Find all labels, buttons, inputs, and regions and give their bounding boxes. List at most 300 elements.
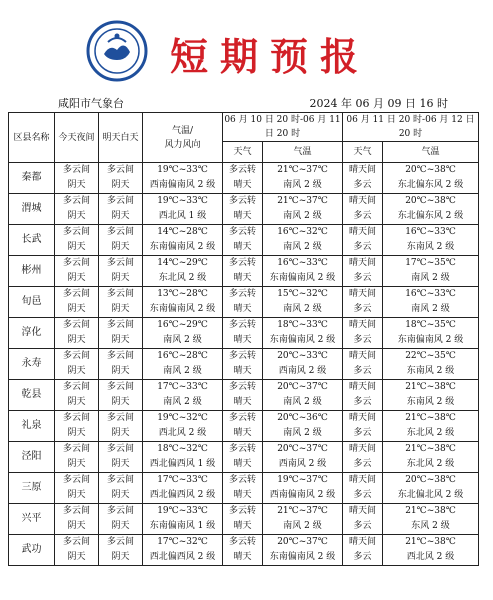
- day2-weather: [223, 225, 263, 256]
- day3-weather-line2: 多云: [353, 366, 372, 376]
- day3-weather-line2: 多云: [353, 304, 372, 314]
- day3-temp-line2: 南风 2 级: [411, 304, 450, 314]
- day3-weather-line2: 多云: [353, 335, 372, 345]
- day3-weather: [343, 380, 383, 411]
- day3-weather-line1: 晴天间: [348, 165, 376, 175]
- day3-temp-line2: 东南风 2 级: [406, 242, 455, 252]
- day2-weather-line1: 多云转: [228, 227, 256, 237]
- day3-temp: [383, 411, 479, 442]
- day3-weather: [343, 163, 383, 194]
- day2-temp-line2: 西南偏南风 2 级: [269, 490, 336, 500]
- sub-weather: 天气: [223, 142, 263, 163]
- day2-weather-line1: 多云转: [228, 475, 256, 485]
- temp-wind-line2: 南风 2 级: [163, 397, 202, 407]
- day3-weather-line1: 晴天间: [348, 320, 376, 330]
- temp-wind-line2: 西北风 1 级: [158, 211, 207, 221]
- day3-temp-line2: 西北风 2 级: [406, 552, 455, 562]
- county-name: 渭城: [9, 194, 55, 225]
- tonight-weather: [55, 504, 99, 535]
- temp-wind-line2: 东南偏南风 2 级: [149, 242, 216, 252]
- day3-weather-line2: 多云: [353, 273, 372, 283]
- day3-temp-line1: 16℃~33℃: [405, 289, 456, 299]
- meteorological-seal-logo: [86, 20, 148, 82]
- tonight-weather: [55, 287, 99, 318]
- temp-wind: [143, 442, 223, 473]
- day2-temp: [263, 194, 343, 225]
- tonight-weather: [55, 163, 99, 194]
- day2-temp-line2: 南风 2 级: [283, 211, 322, 221]
- day2-weather-line1: 多云转: [228, 382, 256, 392]
- temp-wind-line2: 西南偏南风 2 级: [149, 180, 216, 190]
- day3-temp: [383, 194, 479, 225]
- col-tonight: 今天夜间: [55, 113, 99, 163]
- tonight-weather-line2: 阴天: [67, 459, 86, 469]
- day3-weather-line2: 多云: [353, 180, 372, 190]
- day2-temp-line2: 东南偏南风 2 级: [269, 552, 336, 562]
- temp-wind-line1: 19℃~33℃: [157, 196, 208, 206]
- day2-temp: [263, 318, 343, 349]
- day2-weather-line2: 晴天: [233, 459, 252, 469]
- day2-temp-line1: 21℃~37℃: [277, 165, 328, 175]
- tomorrow-weather: [99, 163, 143, 194]
- day2-weather-line1: 多云转: [228, 537, 256, 547]
- temp-wind: [143, 287, 223, 318]
- tomorrow-weather-line1: 多云间: [106, 227, 134, 237]
- temp-wind-line1: 14℃~29℃: [157, 258, 208, 268]
- temp-wind-line1: 17℃~33℃: [157, 382, 208, 392]
- day2-weather-line1: 多云转: [228, 196, 256, 206]
- tomorrow-weather: [99, 411, 143, 442]
- tomorrow-weather: [99, 349, 143, 380]
- day2-temp-line1: 19℃~37℃: [277, 475, 328, 485]
- table-row: [9, 163, 479, 194]
- tonight-weather-line2: 阴天: [67, 428, 86, 438]
- tonight-weather-line1: 多云间: [62, 537, 90, 547]
- day2-weather-line1: 多云转: [228, 258, 256, 268]
- day3-weather: [343, 349, 383, 380]
- table-row: [9, 349, 479, 380]
- day2-temp-line1: 20℃~37℃: [277, 537, 328, 547]
- tonight-weather: [55, 380, 99, 411]
- temp-wind: [143, 194, 223, 225]
- day2-weather-line2: 晴天: [233, 242, 252, 252]
- day3-weather: [343, 442, 383, 473]
- temp-wind-line2: 南风 2 级: [163, 366, 202, 376]
- day3-weather-line2: 多云: [353, 459, 372, 469]
- county-name: 旬邑: [9, 287, 55, 318]
- temp-wind-line1: 17℃~33℃: [157, 475, 208, 485]
- tonight-weather-line1: 多云间: [62, 351, 90, 361]
- tonight-weather-line1: 多云间: [62, 258, 90, 268]
- day3-temp-line2: 东风 2 级: [411, 521, 450, 531]
- temp-wind-line2: 南风 2 级: [163, 335, 202, 345]
- temp-wind-line1: 16℃~29℃: [157, 320, 208, 330]
- day2-weather-line2: 晴天: [233, 366, 252, 376]
- day3-temp: [383, 535, 479, 566]
- tomorrow-weather: [99, 473, 143, 504]
- tonight-weather-line1: 多云间: [62, 320, 90, 330]
- tomorrow-weather: [99, 194, 143, 225]
- day3-temp: [383, 473, 479, 504]
- day3-temp: [383, 442, 479, 473]
- day2-temp-line2: 南风 2 级: [283, 180, 322, 190]
- day2-temp: [263, 349, 343, 380]
- temp-wind: [143, 535, 223, 566]
- day3-temp-line1: 21℃~38℃: [405, 382, 456, 392]
- day2-weather-line2: 晴天: [233, 521, 252, 531]
- page-title: 短期预报: [170, 34, 371, 79]
- table-row: [9, 473, 479, 504]
- temp-wind: [143, 504, 223, 535]
- day3-weather-line1: 晴天间: [348, 506, 376, 516]
- temp-wind: [143, 225, 223, 256]
- day2-weather: [223, 442, 263, 473]
- temp-wind-line1: 16℃~28℃: [157, 351, 208, 361]
- temp-wind: [143, 473, 223, 504]
- tonight-weather-line2: 阴天: [67, 304, 86, 314]
- day2-temp-line1: 18℃~33℃: [277, 320, 328, 330]
- tonight-weather: [55, 225, 99, 256]
- day2-temp-line1: 20℃~36℃: [277, 413, 328, 423]
- day2-weather-line2: 晴天: [233, 273, 252, 283]
- day3-weather-line1: 晴天间: [348, 258, 376, 268]
- table-row: [9, 380, 479, 411]
- day3-weather-line1: 晴天间: [348, 475, 376, 485]
- tonight-weather-line1: 多云间: [62, 382, 90, 392]
- tomorrow-weather-line1: 多云间: [106, 413, 134, 423]
- table-row: [9, 535, 479, 566]
- day2-weather: [223, 380, 263, 411]
- day3-temp-line1: 21℃~38℃: [405, 537, 456, 547]
- day3-weather-line1: 晴天间: [348, 289, 376, 299]
- day2-weather-line2: 晴天: [233, 211, 252, 221]
- day2-temp-line2: 南风 2 级: [283, 397, 322, 407]
- day2-weather: [223, 163, 263, 194]
- day2-weather: [223, 194, 263, 225]
- col-day2: 06 月 10 日 20 时-06 月 11 日 20 时: [223, 113, 343, 142]
- tonight-weather: [55, 473, 99, 504]
- tomorrow-weather-line1: 多云间: [106, 258, 134, 268]
- day2-weather: [223, 504, 263, 535]
- day2-weather-line2: 晴天: [233, 304, 252, 314]
- day3-weather: [343, 287, 383, 318]
- day3-weather-line2: 多云: [353, 428, 372, 438]
- day3-weather: [343, 504, 383, 535]
- day2-weather-line1: 多云转: [228, 413, 256, 423]
- day3-temp-line2: 东北偏东风 2 级: [397, 211, 464, 221]
- col-day3: 06 月 11 日 20 时-06 月 12 日 20 时: [343, 113, 479, 142]
- tomorrow-weather-line2: 阴天: [111, 335, 130, 345]
- day2-temp: [263, 256, 343, 287]
- tonight-weather: [55, 411, 99, 442]
- tonight-weather-line2: 阴天: [67, 180, 86, 190]
- day2-weather-line2: 晴天: [233, 180, 252, 190]
- day2-temp-line1: 21℃~37℃: [277, 506, 328, 516]
- tomorrow-weather: [99, 318, 143, 349]
- day3-temp-line2: 东北偏东风 2 级: [397, 180, 464, 190]
- tomorrow-weather-line1: 多云间: [106, 382, 134, 392]
- tomorrow-weather: [99, 380, 143, 411]
- county-name: 兴平: [9, 504, 55, 535]
- day3-temp-line2: 东南风 2 级: [406, 397, 455, 407]
- day3-temp: [383, 225, 479, 256]
- tomorrow-weather-line1: 多云间: [106, 475, 134, 485]
- day3-weather-line1: 晴天间: [348, 196, 376, 206]
- table-row: [9, 504, 479, 535]
- day3-weather: [343, 318, 383, 349]
- day2-temp: [263, 380, 343, 411]
- day3-temp: [383, 318, 479, 349]
- tomorrow-weather-line1: 多云间: [106, 444, 134, 454]
- day2-weather-line2: 晴天: [233, 490, 252, 500]
- tomorrow-weather-line2: 阴天: [111, 366, 130, 376]
- day3-temp-line1: 20℃~38℃: [405, 165, 456, 175]
- day3-weather-line1: 晴天间: [348, 351, 376, 361]
- temp-wind-line1: 19℃~33℃: [157, 165, 208, 175]
- temp-wind: [143, 318, 223, 349]
- day3-weather-line1: 晴天间: [348, 537, 376, 547]
- day3-temp-line2: 东北偏北风 2 级: [397, 490, 464, 500]
- temp-wind-line1: 18℃~32℃: [157, 444, 208, 454]
- day3-temp-line1: 17℃~35℃: [405, 258, 456, 268]
- tomorrow-weather-line2: 阴天: [111, 397, 130, 407]
- temp-wind-line2: 东南偏南风 1 级: [149, 521, 216, 531]
- temp-wind-line2: 西北风 2 级: [158, 428, 207, 438]
- county-name: 永寿: [9, 349, 55, 380]
- tomorrow-weather-line2: 阴天: [111, 180, 130, 190]
- day3-temp-line1: 20℃~38℃: [405, 475, 456, 485]
- temp-wind: [143, 256, 223, 287]
- day2-temp-line1: 21℃~37℃: [277, 196, 328, 206]
- county-name: 礼泉: [9, 411, 55, 442]
- county-name: 三原: [9, 473, 55, 504]
- day2-temp: [263, 287, 343, 318]
- day2-temp-line1: 20℃~37℃: [277, 444, 328, 454]
- county-name: 泾阳: [9, 442, 55, 473]
- day3-temp-line1: 21℃~38℃: [405, 506, 456, 516]
- temp-wind-line2: 西北偏西风 1 级: [149, 459, 216, 469]
- forecast-table: [8, 112, 479, 566]
- day3-temp-line1: 21℃~38℃: [405, 413, 456, 423]
- table-row: [9, 318, 479, 349]
- tonight-weather: [55, 349, 99, 380]
- tonight-weather-line2: 阴天: [67, 335, 86, 345]
- tonight-weather: [55, 256, 99, 287]
- day2-temp: [263, 411, 343, 442]
- temp-wind-line2: 东北风 2 级: [158, 273, 207, 283]
- day2-temp-line2: 南风 2 级: [283, 521, 322, 531]
- county-name: 乾县: [9, 380, 55, 411]
- day3-temp: [383, 287, 479, 318]
- day2-temp-line2: 南风 2 级: [283, 304, 322, 314]
- day3-weather-line2: 多云: [353, 211, 372, 221]
- day3-temp-line2: 东南偏南风 2 级: [397, 335, 464, 345]
- day3-temp-line2: 南风 2 级: [411, 273, 450, 283]
- tonight-weather-line2: 阴天: [67, 242, 86, 252]
- day2-weather: [223, 318, 263, 349]
- temp-wind-line1: 17℃~32℃: [157, 537, 208, 547]
- tonight-weather-line2: 阴天: [67, 521, 86, 531]
- day2-temp-line1: 16℃~32℃: [277, 227, 328, 237]
- day3-weather-line2: 多云: [353, 397, 372, 407]
- day2-weather: [223, 411, 263, 442]
- day3-temp: [383, 256, 479, 287]
- tomorrow-weather-line2: 阴天: [111, 304, 130, 314]
- temp-wind-line1: 13℃~28℃: [157, 289, 208, 299]
- day3-weather-line1: 晴天间: [348, 382, 376, 392]
- day3-temp: [383, 163, 479, 194]
- tomorrow-weather-line1: 多云间: [106, 506, 134, 516]
- day3-weather: [343, 194, 383, 225]
- temp-wind-line2: 西北偏西风 2 级: [149, 490, 216, 500]
- day3-weather: [343, 473, 383, 504]
- day3-temp-line1: 22℃~35℃: [405, 351, 456, 361]
- day3-weather-line2: 多云: [353, 242, 372, 252]
- day2-weather: [223, 256, 263, 287]
- day3-temp-line1: 18℃~35℃: [405, 320, 456, 330]
- tonight-weather: [55, 194, 99, 225]
- day2-temp-line2: 东南偏南风 2 级: [269, 273, 336, 283]
- tomorrow-weather-line2: 阴天: [111, 490, 130, 500]
- tonight-weather-line1: 多云间: [62, 165, 90, 175]
- tonight-weather-line2: 阴天: [67, 552, 86, 562]
- day2-weather: [223, 535, 263, 566]
- tomorrow-weather-line2: 阴天: [111, 459, 130, 469]
- day2-weather-line2: 晴天: [233, 397, 252, 407]
- tomorrow-weather-line1: 多云间: [106, 351, 134, 361]
- day3-temp-line2: 东北风 2 级: [406, 459, 455, 469]
- day2-temp: [263, 225, 343, 256]
- day3-weather-line2: 多云: [353, 552, 372, 562]
- day2-temp-line2: 南风 2 级: [283, 242, 322, 252]
- tomorrow-weather-line2: 阴天: [111, 273, 130, 283]
- day3-weather: [343, 225, 383, 256]
- day2-temp-line1: 16℃~33℃: [277, 258, 328, 268]
- day2-temp: [263, 163, 343, 194]
- day2-weather-line1: 多云转: [228, 444, 256, 454]
- tomorrow-weather: [99, 504, 143, 535]
- tomorrow-weather-line1: 多云间: [106, 196, 134, 206]
- tomorrow-weather-line2: 阴天: [111, 521, 130, 531]
- day2-temp: [263, 473, 343, 504]
- day3-weather: [343, 256, 383, 287]
- tomorrow-weather-line2: 阴天: [111, 242, 130, 252]
- col-tomorrow: 明天白天: [99, 113, 143, 163]
- day3-weather-line2: 多云: [353, 490, 372, 500]
- tonight-weather-line1: 多云间: [62, 413, 90, 423]
- tonight-weather: [55, 535, 99, 566]
- day3-temp: [383, 504, 479, 535]
- day3-weather-line1: 晴天间: [348, 413, 376, 423]
- county-name: 武功: [9, 535, 55, 566]
- temp-wind: [143, 349, 223, 380]
- header-row: [9, 113, 479, 142]
- county-name: 淳化: [9, 318, 55, 349]
- day2-weather-line1: 多云转: [228, 320, 256, 330]
- tomorrow-weather: [99, 225, 143, 256]
- tomorrow-weather: [99, 442, 143, 473]
- sub-temp: 气温: [263, 142, 343, 163]
- tonight-weather-line2: 阴天: [67, 273, 86, 283]
- col-temp-wind: 气温/ 风力风向: [143, 113, 223, 163]
- tonight-weather-line1: 多云间: [62, 227, 90, 237]
- day2-temp-line1: 15℃~32℃: [277, 289, 328, 299]
- day2-temp: [263, 535, 343, 566]
- col-county: 区县名称: [9, 113, 55, 163]
- day2-weather-line1: 多云转: [228, 165, 256, 175]
- day3-weather-line2: 多云: [353, 521, 372, 531]
- tonight-weather: [55, 318, 99, 349]
- day2-weather-line2: 晴天: [233, 428, 252, 438]
- tonight-weather-line2: 阴天: [67, 397, 86, 407]
- day3-temp: [383, 380, 479, 411]
- day2-weather: [223, 287, 263, 318]
- tomorrow-weather-line1: 多云间: [106, 320, 134, 330]
- tomorrow-weather: [99, 287, 143, 318]
- issue-info: [58, 95, 448, 110]
- day2-weather-line1: 多云转: [228, 506, 256, 516]
- day2-weather-line2: 晴天: [233, 552, 252, 562]
- day3-weather-line1: 晴天间: [348, 444, 376, 454]
- day2-temp-line2: 西南风 2 级: [278, 366, 327, 376]
- header: [0, 10, 493, 90]
- day3-temp-line1: 21℃~38℃: [405, 444, 456, 454]
- day2-temp-line2: 南风 2 级: [283, 428, 322, 438]
- day2-temp-line1: 20℃~33℃: [277, 351, 328, 361]
- tomorrow-weather-line1: 多云间: [106, 289, 134, 299]
- table-row: [9, 225, 479, 256]
- day3-temp: [383, 349, 479, 380]
- tomorrow-weather-line2: 阴天: [111, 211, 130, 221]
- county-name: 彬州: [9, 256, 55, 287]
- sub-weather: 天气: [343, 142, 383, 163]
- tonight-weather: [55, 442, 99, 473]
- tomorrow-weather-line2: 阴天: [111, 428, 130, 438]
- tonight-weather-line1: 多云间: [62, 196, 90, 206]
- tomorrow-weather: [99, 535, 143, 566]
- temp-wind: [143, 380, 223, 411]
- day2-temp: [263, 504, 343, 535]
- day2-temp-line2: 东南偏南风 2 级: [269, 335, 336, 345]
- tomorrow-weather: [99, 256, 143, 287]
- temp-wind: [143, 411, 223, 442]
- table-row: [9, 194, 479, 225]
- county-name: 秦都: [9, 163, 55, 194]
- day2-weather-line2: 晴天: [233, 335, 252, 345]
- day2-weather: [223, 349, 263, 380]
- issue-time: 2024 年 06 月 09 日 16 时: [309, 97, 448, 110]
- temp-wind-line1: 14℃~28℃: [157, 227, 208, 237]
- temp-wind-line1: 19℃~33℃: [157, 506, 208, 516]
- tomorrow-weather-line2: 阴天: [111, 552, 130, 562]
- tomorrow-weather-line1: 多云间: [106, 165, 134, 175]
- sub-temp: 气温: [383, 142, 479, 163]
- temp-wind-line2: 西北偏西风 2 级: [149, 552, 216, 562]
- day3-temp-line1: 16℃~33℃: [405, 227, 456, 237]
- day3-weather: [343, 535, 383, 566]
- temp-wind: [143, 163, 223, 194]
- tonight-weather-line2: 阴天: [67, 211, 86, 221]
- temp-wind-line1: 19℃~32℃: [157, 413, 208, 423]
- day2-temp: [263, 442, 343, 473]
- table-row: [9, 442, 479, 473]
- day3-temp-line1: 20℃~38℃: [405, 196, 456, 206]
- day2-weather: [223, 473, 263, 504]
- tonight-weather-line1: 多云间: [62, 444, 90, 454]
- day3-temp-line2: 东北风 2 级: [406, 428, 455, 438]
- day3-temp-line2: 东南风 2 级: [406, 366, 455, 376]
- day3-weather-line1: 晴天间: [348, 227, 376, 237]
